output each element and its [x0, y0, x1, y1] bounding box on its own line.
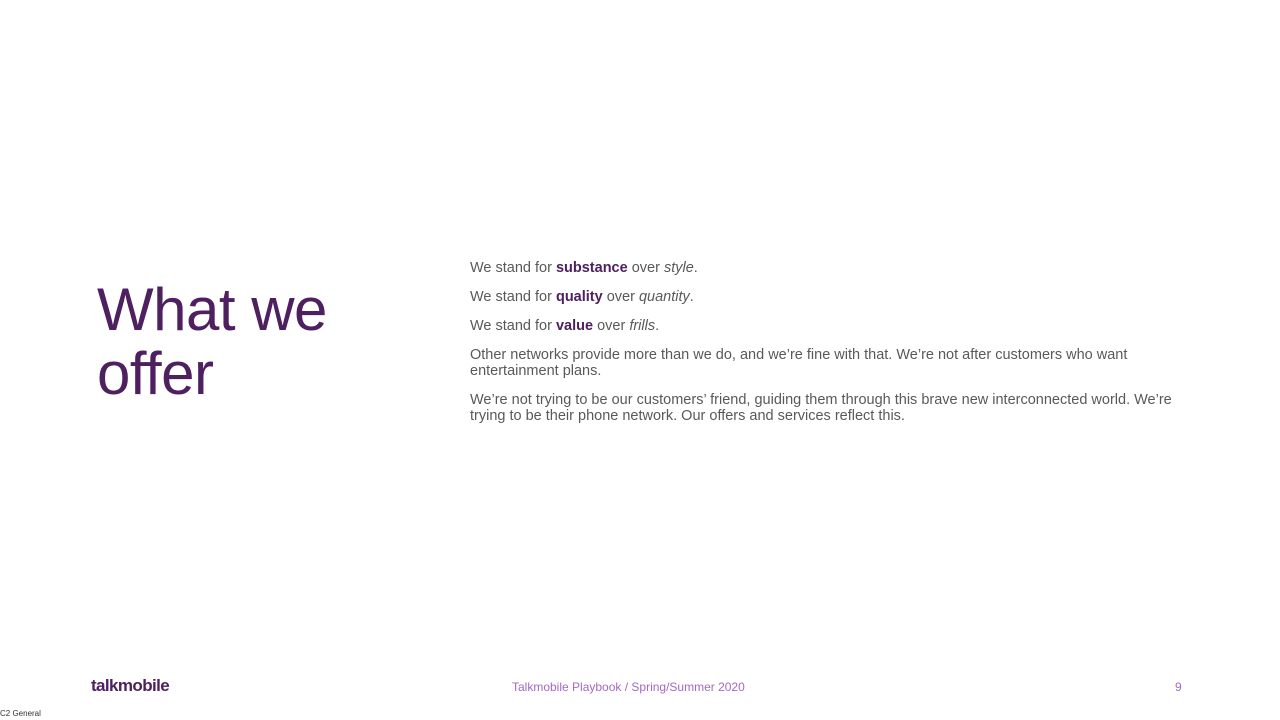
footer-caption: Talkmobile Playbook / Spring/Summer 2020 [512, 680, 745, 694]
statement-quality: We stand for quality over quantity. [470, 289, 694, 305]
slide-title-line-1: What we [97, 276, 327, 343]
page-number: 9 [1175, 680, 1182, 694]
classification-label: C2 General [0, 709, 41, 718]
statement-keyword: quality [555, 289, 603, 305]
paragraph-phone-network: We’re not trying to be our customers’ friend, guiding them through this brave new interconnected world. We’re trying to be their phone network. Our offers and services reflect this. [470, 392, 1172, 424]
statement-keyword: substance [555, 260, 628, 276]
statement-contrast: quantity [638, 289, 690, 305]
statement-substance: We stand for substance over style. [470, 260, 698, 276]
statement-contrast: style [663, 260, 694, 276]
statement-keyword: value [555, 318, 594, 334]
statement-contrast: frills [629, 318, 656, 334]
slide-title [97, 278, 417, 406]
talkmobile-logo: talkmobile [91, 676, 170, 695]
statement-list [470, 260, 1190, 437]
paragraph-other-networks: Other networks provide more than we do, and we’re fine with that. We’re not after customers who want entertainment plans. [470, 347, 1128, 379]
slide-title-line-2: offer [97, 340, 214, 407]
statement-value: We stand for value over frills. [470, 318, 660, 334]
